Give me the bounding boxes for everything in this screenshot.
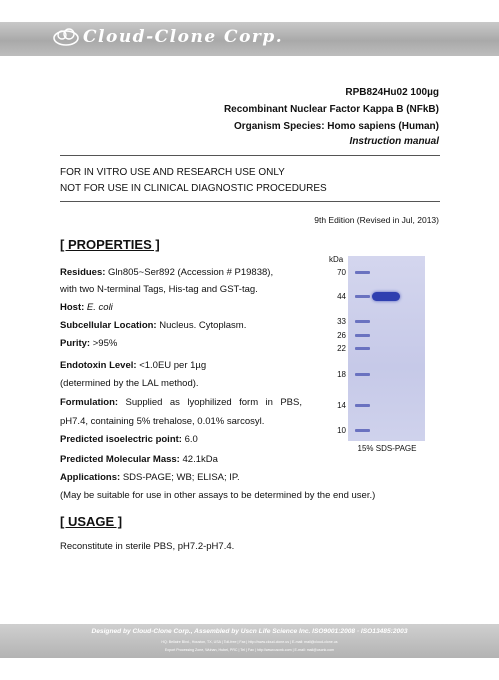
usage-heading: [ USAGE ] xyxy=(60,514,123,529)
footer-factory-contact: Export Processing Zone, Wuhan, Hubei, PRC | Tel | Fax | http://www.uscnk.com | E-mail: mail@uscnk.com xyxy=(164,648,335,652)
gel-marker-band xyxy=(355,295,370,298)
product-name: Recombinant Nuclear Factor Kappa B (NFkB) xyxy=(223,104,439,115)
gel-marker-band xyxy=(355,320,370,323)
property-applications-note: (May be suitable for use in other assays to be determined by the end user.) xyxy=(60,490,376,501)
gel-caption: 15% SDS-PAGE xyxy=(357,444,417,453)
properties-heading: [ PROPERTIES ] xyxy=(60,237,160,252)
property-residues-tags: with two N-terminal Tags, His-tag and GST-tag. xyxy=(60,284,258,295)
gel-marker-label: 70 xyxy=(337,268,346,277)
property-formulation-detail: pH7.4, containing 5% trehalose, 0.01% sarcosyl. xyxy=(60,416,265,427)
header-banner xyxy=(0,22,499,56)
notice-not-clinical: NOT FOR USE IN CLINICAL DIAGNOSTIC PROCEDURES xyxy=(60,183,327,194)
property-molecular-mass: Predicted Molecular Mass: 42.1kDa xyxy=(60,454,218,465)
property-isoelectric-point: Predicted isoelectric point: 6.0 xyxy=(60,434,198,445)
brand-name: Cloud-Clone Corp. xyxy=(83,27,284,47)
gel-marker-label: 26 xyxy=(337,331,346,340)
catalog-number: RPB824Hu02 100µg xyxy=(345,87,439,98)
footer-hq-contact: HQ: Bellaire Blvd., Houston, TX, USA | Toll-free | Fax | http://www.cloud-clone.us | E-mail: mail@cloud-clone.us xyxy=(161,640,338,644)
gel-marker-label: 33 xyxy=(337,317,346,326)
property-residues: Residues: Gln805~Ser892 (Accession # P19838), xyxy=(60,267,274,278)
footer-banner xyxy=(0,624,499,658)
property-host: Host: E. coli xyxy=(60,302,113,313)
gel-marker-label: 44 xyxy=(337,292,346,301)
gel-marker-label: 10 xyxy=(337,426,346,435)
cloud-logo-icon xyxy=(53,25,79,47)
property-purity: Purity: >95% xyxy=(60,338,118,349)
divider-top xyxy=(60,155,440,156)
property-subcellular-location: Subcellular Location: Nucleus. Cytoplasm. xyxy=(60,320,247,331)
gel-marker-label: 22 xyxy=(337,344,346,353)
gel-marker-band xyxy=(355,373,370,376)
organism-species: Organism Species: Homo sapiens (Human) xyxy=(233,121,439,132)
property-applications: Applications: SDS-PAGE; WB; ELISA; IP. xyxy=(60,472,240,483)
usage-text: Reconstitute in sterile PBS, pH7.2-pH7.4. xyxy=(60,541,235,552)
edition-info: 9th Edition (Revised in Jul, 2013) xyxy=(314,215,439,225)
gel-marker-band xyxy=(355,271,370,274)
footer-credits: Designed by Cloud-Clone Corp., Assembled by Uscn Life Science Inc. ISO9001:2008 · ISO13485:2003 xyxy=(91,628,408,635)
divider-bottom xyxy=(60,201,440,202)
gel-marker-label: 18 xyxy=(337,370,346,379)
gel-marker-band xyxy=(355,404,370,407)
gel-marker-band xyxy=(355,334,370,337)
property-endotoxin-method: (determined by the LAL method). xyxy=(60,378,199,389)
gel-unit-label: kDa xyxy=(329,255,344,264)
gel-marker-band xyxy=(355,347,370,350)
notice-research-only: FOR IN VITRO USE AND RESEARCH USE ONLY xyxy=(60,167,285,178)
gel-marker-label: 14 xyxy=(337,401,346,410)
property-formulation: Formulation: Supplied as lyophilized form in PBS, xyxy=(60,397,302,408)
protein-band xyxy=(372,292,400,301)
gel-marker-band xyxy=(355,429,370,432)
document-type: Instruction manual xyxy=(349,136,439,147)
property-endotoxin: Endotoxin Level: <1.0EU per 1µg xyxy=(60,360,207,371)
